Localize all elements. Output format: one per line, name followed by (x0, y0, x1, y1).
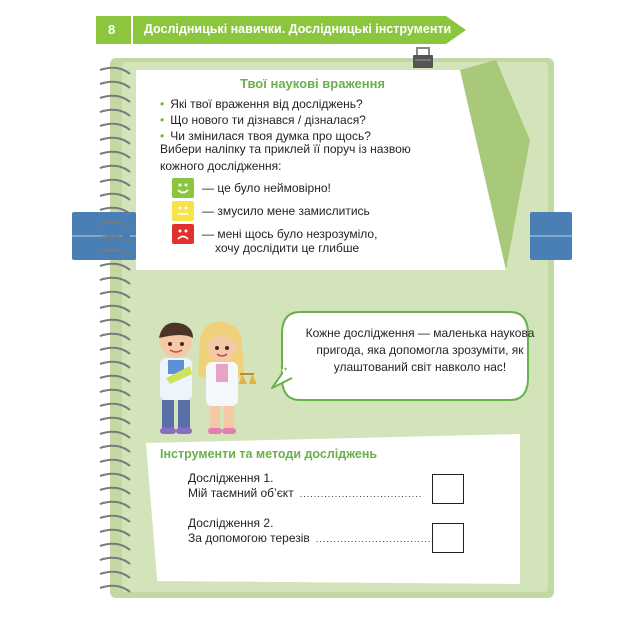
sticker-row (172, 224, 378, 255)
bullet-icon: • (160, 113, 165, 127)
question-item: • Які твої враження від досліджень? (160, 97, 363, 111)
sticker-row (172, 178, 331, 200)
right-bookmark-tab (530, 212, 572, 260)
page-number: 8 (108, 22, 116, 37)
page-title: Дослідницькі навички. Дослідницькі інструменти (144, 22, 452, 36)
study-item (188, 516, 431, 547)
binder-clip-icon (410, 46, 436, 70)
sad-face-icon (172, 224, 194, 244)
sticker-instruction: Вибери наліпку та приклей її поруч із назвою кожного дослідження: (160, 142, 411, 173)
spiral-binding (96, 62, 136, 602)
paper-fold (460, 60, 530, 290)
impressions-title: Твої наукові враження (240, 76, 386, 91)
sticker-placeholder-box[interactable] (432, 474, 464, 504)
neutral-face-icon (172, 201, 194, 221)
study-name: Дослідження 2. (188, 516, 274, 530)
study-subtitle: Мій таємний об’єкт ................................... (188, 486, 423, 500)
study-name: Дослідження 1. (188, 471, 274, 485)
sticker-placeholder-box[interactable] (432, 523, 464, 553)
question-item: • Чи змінилася твоя думка про щось? (160, 129, 371, 143)
study-item (188, 471, 422, 502)
question-item: • Що нового ти дізнався / дізналася? (160, 113, 366, 127)
smile-face-icon (172, 178, 194, 198)
sticker-label: — мені щось було незрозуміло, хочу дослідити це глибше (202, 227, 378, 255)
sticker-label: — змусило мене замислитись (202, 204, 370, 218)
bullet-icon: • (160, 129, 165, 143)
study-subtitle: За допомогою терезів ................................. (188, 531, 432, 545)
sticker-label: — це було неймовірно! (202, 181, 331, 195)
kids-scientists-illustration (146, 318, 256, 443)
speech-text: Кожне дослідження — маленька наукова пригода, яка допомогла зрозуміти, як улаштований світ навколо нас! (305, 326, 535, 374)
bullet-icon: • (160, 97, 165, 111)
sticker-row (172, 201, 370, 223)
page-header (96, 16, 466, 44)
methods-title: Інструменти та методи досліджень (160, 447, 378, 461)
